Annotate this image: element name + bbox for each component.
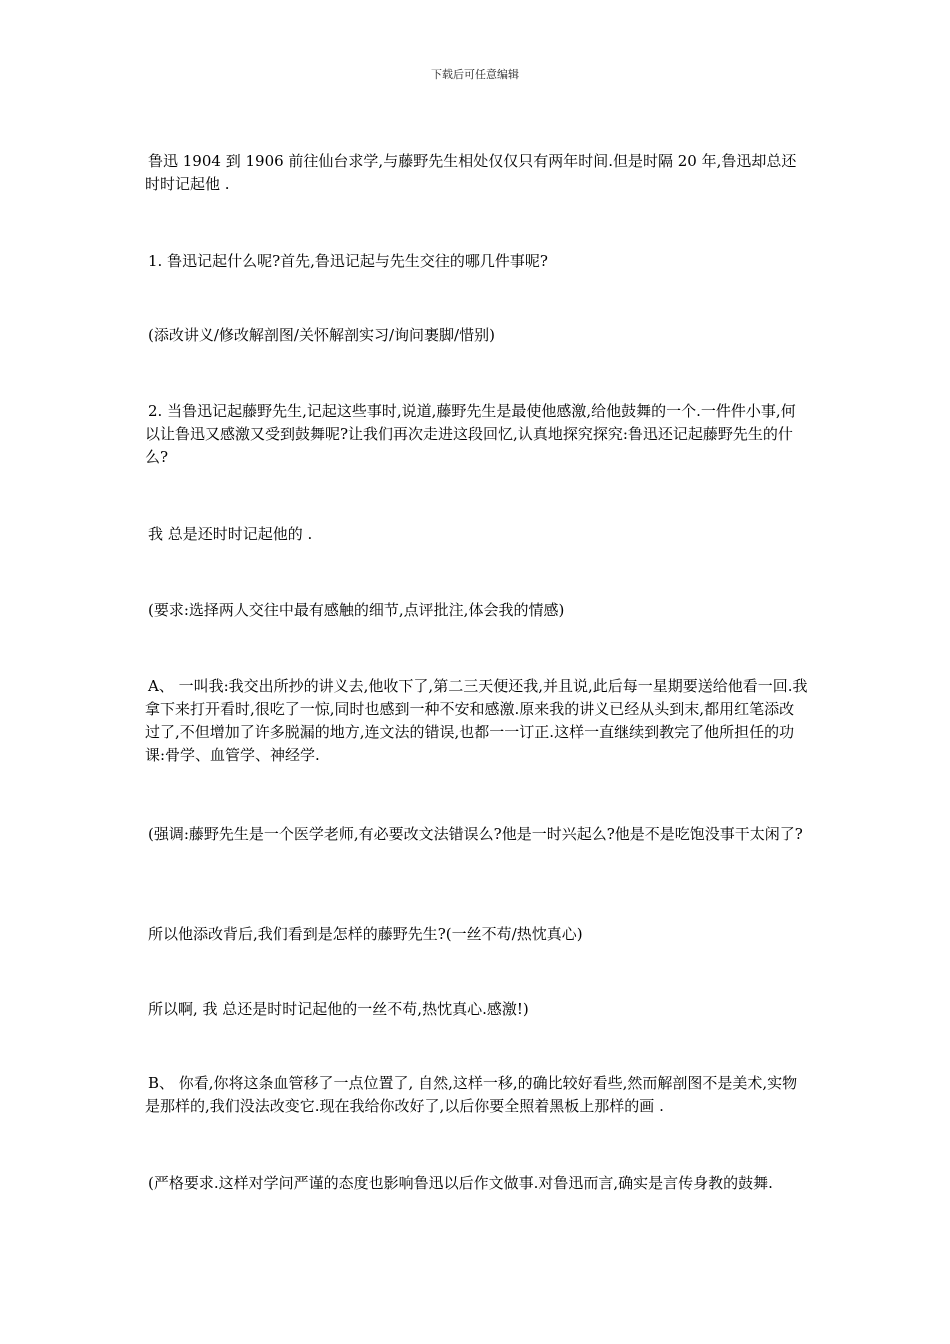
paragraph-question-1: 1. 鲁迅记起什么呢?首先,鲁迅记起与先生交往的哪几件事呢? [148,252,548,270]
paragraph-section-b: B、 你看,你将这条血管移了一点位置了, 自然,这样一移,的确比较好看些,然而解剖图不是美术,实物是那样的,我们没法改变它.现在我给你改好了,以后你要全照着黑板上那样的画 . [145,1074,798,1115]
page-header: 下载后可任意编辑 [431,68,519,81]
paragraph-emphasis: (强调:藤野先生是一个医学老师,有必要改文法错误么?他是一时兴起么?他是不是吃饱没事干太闲了? [148,825,803,843]
paragraph-prompt: 我 总是还时时记起他的 . [148,525,313,543]
paragraph-intro: 鲁迅 1904 到 1906 前往仙台求学,与藤野先生相处仅仅只有两年时间.但是时隔 20 年,鲁迅却总还时时记起他 . [145,152,797,193]
paragraph-requirement: (要求:选择两人交往中最有感触的细节,点评批注,体会我的情感) [148,601,565,619]
paragraph-conclusion: 所以啊, 我 总还是时时记起他的一丝不苟,热忱真心.感激!) [148,1000,529,1018]
paragraph-question-2: 2. 当鲁迅记起藤野先生,记起这些事时,说道,藤野先生是最使他感激,给他鼓舞的一个.一件件小事,何以让鲁迅又感激又受到鼓舞呢?让我们再次走进这段回忆,认真地探究探究:鲁迅还记起藤野先生的什么? [145,402,796,466]
paragraph-section-a: A、 一叫我:我交出所抄的讲义去,他收下了,第二三天便还我,并且说,此后每一星期要送给他看一回.我拿下来打开看时,很吃了一惊,同时也感到一种不安和感激.原来我的讲义已经从头到末,都用红笔添改过了,不但增加了许多脱漏的地方,连文法的错误,也都一一订正.这样一直继续到教完了他所担任的功课:骨学、血管学、神经学. [145,677,808,764]
paragraph-strict-requirement: (严格要求.这样对学问严谨的态度也影响鲁迅以后作文做事.对鲁迅而言,确实是言传身教的鼓舞. [148,1174,773,1192]
paragraph-conclusion-question: 所以他添改背后,我们看到是怎样的藤野先生?(一丝不苟/热忱真心) [148,925,583,943]
paragraph-answer-1: (添改讲义/修改解剖图/关怀解剖实习/询问裹脚/惜别) [148,326,495,344]
